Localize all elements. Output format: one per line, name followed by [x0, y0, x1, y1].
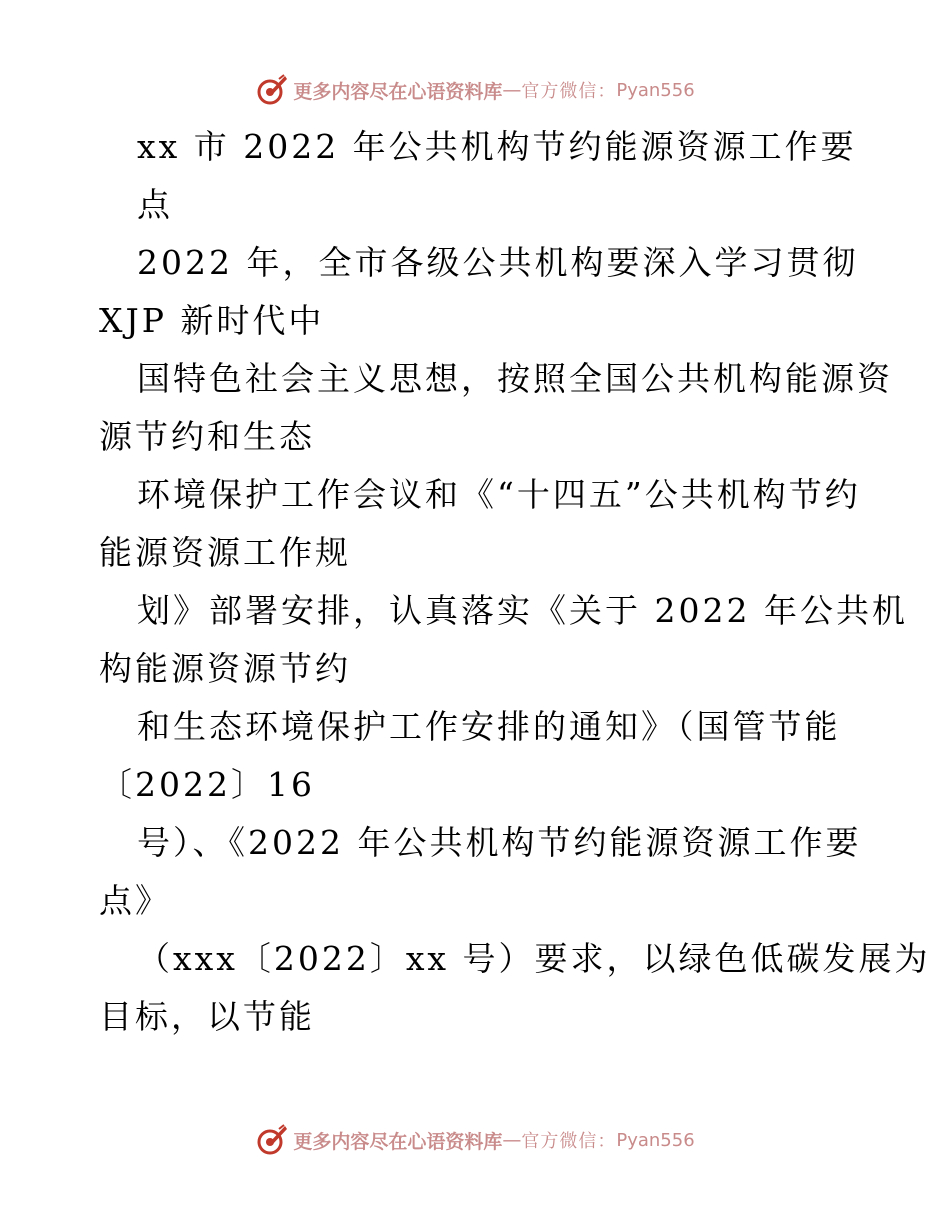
footer-banner: [0, 1120, 950, 1160]
paragraph-line: 划》部署安排，认真落实《关于 2022 年公共机: [137, 591, 908, 630]
paragraph-line: XJP 新时代中: [99, 301, 325, 340]
paragraph-line: 环境保护工作会议和《“十四五”公共机构节约: [137, 475, 861, 514]
paragraph-line: 目标，以节能: [99, 997, 315, 1036]
paragraph-line: 号）、《2022 年公共机构节约能源资源工作要: [137, 823, 862, 862]
paragraph-line: 〔2022〕16: [99, 765, 315, 804]
banner-wechat-id: Pyan556: [616, 1129, 695, 1151]
banner-brand-text: 更多内容尽在心语资料库: [293, 1130, 503, 1153]
header-banner: [0, 70, 950, 110]
paragraph-line: 构能源资源节约: [99, 649, 351, 688]
paragraph-line: 点》: [99, 881, 171, 920]
paragraph-line: 能源资源工作规: [99, 533, 351, 572]
paragraph-line: 2022 年，全市各级公共机构要深入学习贯彻: [137, 243, 859, 282]
banner-contact-label: 官方微信：: [521, 1131, 617, 1152]
banner-separator: —: [502, 1129, 522, 1151]
banner-contact-label: 官方微信：: [521, 81, 617, 102]
banner-brand-text: 更多内容尽在心语资料库: [293, 80, 503, 103]
paragraph-line: （xxx〔2022〕xx 号）要求，以绿色低碳发展为: [137, 939, 931, 978]
banner-wechat-id: Pyan556: [616, 79, 695, 101]
paragraph-line: 国特色社会主义思想，按照全国公共机构能源资: [137, 359, 893, 398]
paragraph-line: 源节约和生态: [99, 417, 315, 456]
document-title-line-1: xx 市 2022 年公共机构节约能源资源工作要: [137, 127, 857, 166]
paragraph-line: 和生态环境保护工作安排的通知》（国管节能: [137, 707, 841, 746]
quill-logo-icon: [255, 73, 289, 107]
banner-separator: —: [502, 79, 522, 101]
document-title-line-2: 点: [137, 185, 173, 224]
quill-logo-icon: [255, 1123, 289, 1157]
